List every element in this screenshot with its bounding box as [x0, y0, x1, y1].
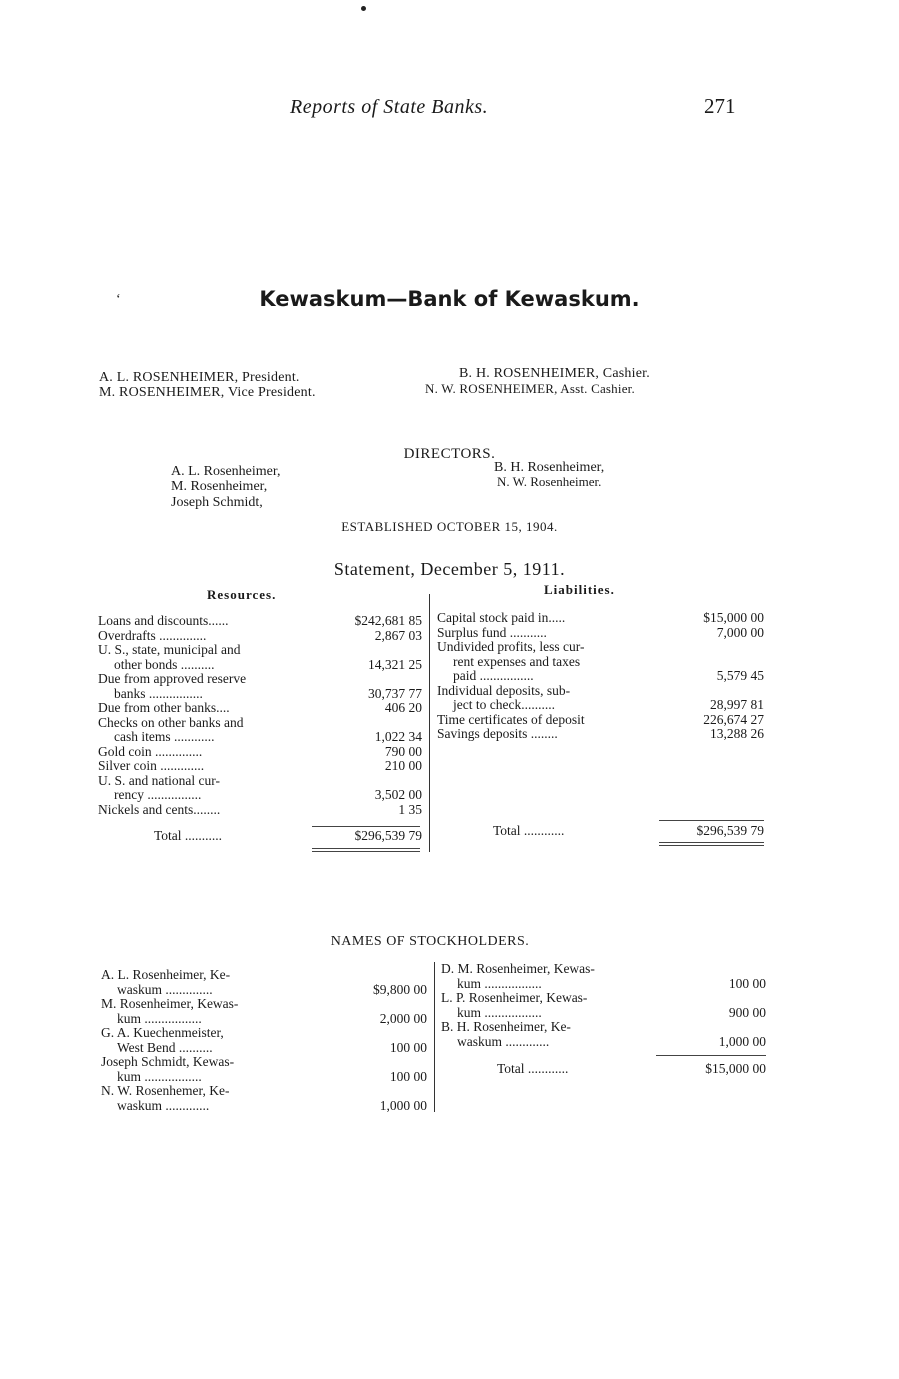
resources-table — [98, 614, 422, 852]
ledger-row — [98, 643, 422, 658]
total-rule — [312, 826, 420, 827]
ledger-row — [98, 701, 422, 716]
row-label: Checks on other banks and — [98, 714, 244, 730]
stockholders-total-row — [441, 1062, 766, 1077]
director-name: M. Rosenheimer, — [171, 479, 268, 494]
ledger-row — [98, 614, 422, 629]
row-label: West Bend .......... — [117, 1039, 213, 1055]
row-amount: 790 00 — [384, 743, 422, 759]
running-head: Reports of State Banks. — [290, 96, 489, 118]
row-amount: 5,579 45 — [716, 668, 764, 683]
double-rule — [312, 848, 420, 849]
ledger-row — [98, 716, 422, 731]
row-label: Savings deposits ........ — [437, 726, 558, 741]
row-amount: 2,000 00 — [379, 1010, 427, 1026]
row-amount: 406 20 — [384, 700, 422, 715]
row-label: waskum .............. — [117, 981, 213, 997]
total-amount: $296,539 79 — [696, 822, 764, 838]
ledger-row — [98, 774, 422, 789]
statement-title: Statement, December 5, 1911. — [333, 559, 566, 579]
ledger-row — [437, 640, 764, 655]
row-label: Individual deposits, sub- — [437, 682, 571, 698]
ledger-row — [98, 745, 422, 760]
total-label: Total ............ — [493, 822, 565, 838]
row-amount: 1,000 00 — [718, 1033, 766, 1049]
column-divider — [434, 962, 435, 1112]
ledger-row — [98, 803, 422, 818]
ledger-row — [98, 759, 422, 774]
ledger-row — [437, 655, 764, 670]
row-amount: 3,502 00 — [374, 787, 422, 802]
row-label: Overdrafts .............. — [98, 627, 207, 643]
row-label: U. S., state, municipal and — [98, 642, 241, 657]
director-name: B. H. Rosenheimer, — [494, 460, 605, 475]
liabilities-heading: Liabilities. — [544, 582, 615, 597]
row-amount: 2,867 03 — [374, 627, 422, 643]
ledger-row — [101, 1026, 427, 1041]
row-label: waskum ............. — [457, 1033, 550, 1049]
row-amount: 100 00 — [389, 1068, 427, 1084]
ledger-row — [98, 658, 422, 673]
row-label: kum ................. — [457, 975, 542, 991]
liabilities-total-row — [437, 824, 764, 839]
row-label: other bonds .......... — [114, 656, 215, 672]
stockholders-right-table — [441, 962, 766, 1077]
page-number: 271 — [704, 94, 736, 118]
officer-cashier: B. H. ROSENHEIMER, Cashier. — [459, 366, 650, 381]
ledger-row — [98, 687, 422, 702]
row-amount: $15,000 00 — [703, 610, 764, 625]
ledger-row — [98, 672, 422, 687]
officer-vice-president: M. ROSENHEIMER, Vice President. — [99, 385, 316, 400]
row-label: Joseph Schmidt, Kewas- — [101, 1054, 235, 1069]
row-label: D. M. Rosenheimer, Kewas- — [441, 961, 595, 976]
director-name: Joseph Schmidt, — [171, 495, 263, 510]
ledger-row — [437, 684, 764, 699]
ledger-row — [101, 1070, 427, 1085]
row-label: waskum ............. — [117, 1097, 210, 1113]
row-label: Time certificates of deposit — [437, 711, 585, 727]
row-label: kum ................. — [117, 1068, 202, 1084]
total-amount: $15,000 00 — [705, 1061, 766, 1076]
ledger-row — [101, 1055, 427, 1070]
ledger-row — [98, 730, 422, 745]
ledger-row — [101, 1084, 427, 1099]
row-label: Gold coin .............. — [98, 743, 203, 759]
row-amount: 13,288 26 — [710, 726, 764, 741]
row-label: kum ................. — [117, 1010, 202, 1026]
ledger-row — [441, 962, 766, 977]
ledger-row — [441, 1020, 766, 1035]
ledger-row — [441, 1035, 766, 1050]
row-label: Due from approved reserve — [98, 671, 247, 686]
ledger-row — [437, 626, 764, 641]
ledger-row — [441, 977, 766, 992]
double-rule — [659, 842, 764, 843]
row-label: ject to check.......... — [453, 697, 555, 712]
row-amount: 100 00 — [389, 1039, 427, 1055]
ledger-row — [101, 968, 427, 983]
bank-title: Kewaskum—Bank of Kewaskum. — [259, 287, 640, 311]
row-amount: 1,022 34 — [374, 729, 422, 744]
row-amount: 100 00 — [728, 975, 766, 991]
column-divider — [429, 594, 430, 852]
total-label: Total ............ — [497, 1061, 569, 1076]
double-rule — [659, 845, 764, 846]
row-amount: 900 00 — [728, 1004, 766, 1020]
officer-asst-cashier: N. W. ROSENHEIMER, Asst. Cashier. — [425, 381, 635, 396]
row-label: G. A. Kuechenmeister, — [101, 1025, 224, 1040]
row-amount: 226,674 27 — [703, 711, 764, 727]
row-label: Surplus fund ........... — [437, 624, 547, 640]
row-label: Nickels and cents........ — [98, 801, 221, 817]
row-amount: 7,000 00 — [716, 624, 764, 640]
ledger-row — [437, 727, 764, 742]
row-label: paid ................ — [453, 668, 534, 683]
row-label: rency ................ — [114, 787, 202, 802]
row-amount: 14,321 25 — [368, 656, 422, 672]
margin-mark: ‘ — [116, 292, 121, 307]
double-rule — [312, 851, 420, 852]
established-date: ESTABLISHED OCTOBER 15, 1904. — [341, 519, 558, 534]
row-label: Capital stock paid in..... — [437, 610, 566, 625]
stockholders-title: NAMES OF STOCKHOLDERS. — [330, 934, 530, 949]
row-amount: 28,997 81 — [710, 697, 764, 712]
row-amount: $9,800 00 — [373, 981, 427, 997]
ledger-row — [101, 997, 427, 1012]
row-label: banks ................ — [114, 685, 203, 701]
stockholders-left-table — [101, 968, 427, 1113]
officer-president: A. L. ROSENHEIMER, President. — [99, 370, 300, 385]
total-amount: $296,539 79 — [354, 828, 422, 843]
row-label: cash items ............ — [114, 729, 215, 744]
row-label: B. H. Rosenheimer, Ke- — [441, 1019, 571, 1034]
row-amount: 30,737 77 — [368, 685, 422, 701]
row-label: rent expenses and taxes — [453, 653, 581, 669]
row-amount: 1,000 00 — [379, 1097, 427, 1113]
directors-title: DIRECTORS. — [403, 446, 496, 462]
row-amount: 210 00 — [384, 758, 422, 773]
director-name: N. W. Rosenheimer. — [497, 474, 602, 489]
ledger-row — [98, 629, 422, 644]
row-amount: 1 35 — [398, 801, 422, 817]
resources-total-row — [98, 829, 422, 844]
director-name: A. L. Rosenheimer, — [171, 464, 281, 479]
total-rule — [656, 1055, 766, 1056]
ledger-row — [441, 991, 766, 1006]
row-label: A. L. Rosenheimer, Ke- — [101, 967, 231, 982]
total-rule — [659, 820, 764, 821]
ledger-row — [101, 1012, 427, 1027]
row-label: kum ................. — [457, 1004, 542, 1020]
ledger-row — [101, 1099, 427, 1114]
ledger-row — [101, 983, 427, 998]
row-amount: $242,681 85 — [354, 613, 422, 628]
row-label: L. P. Rosenheimer, Kewas- — [441, 990, 588, 1005]
row-label: Silver coin ............. — [98, 758, 205, 773]
ledger-row — [437, 713, 764, 728]
ledger-row — [437, 698, 764, 713]
row-label: N. W. Rosenhemer, Ke- — [101, 1083, 230, 1098]
liabilities-table — [437, 611, 764, 846]
ledger-row — [441, 1006, 766, 1021]
row-label: Undivided profits, less cur- — [437, 639, 585, 654]
row-label: U. S. and national cur- — [98, 772, 220, 788]
row-label: Loans and discounts...... — [98, 613, 229, 628]
ledger-row — [437, 669, 764, 684]
ledger-row — [98, 788, 422, 803]
ink-dot — [361, 6, 366, 11]
ledger-row — [101, 1041, 427, 1056]
resources-heading: Resources. — [207, 587, 277, 602]
ledger-row — [437, 611, 764, 626]
row-label: Due from other banks.... — [98, 700, 230, 715]
total-label: Total ........... — [154, 828, 223, 843]
row-label: M. Rosenheimer, Kewas- — [101, 996, 239, 1011]
